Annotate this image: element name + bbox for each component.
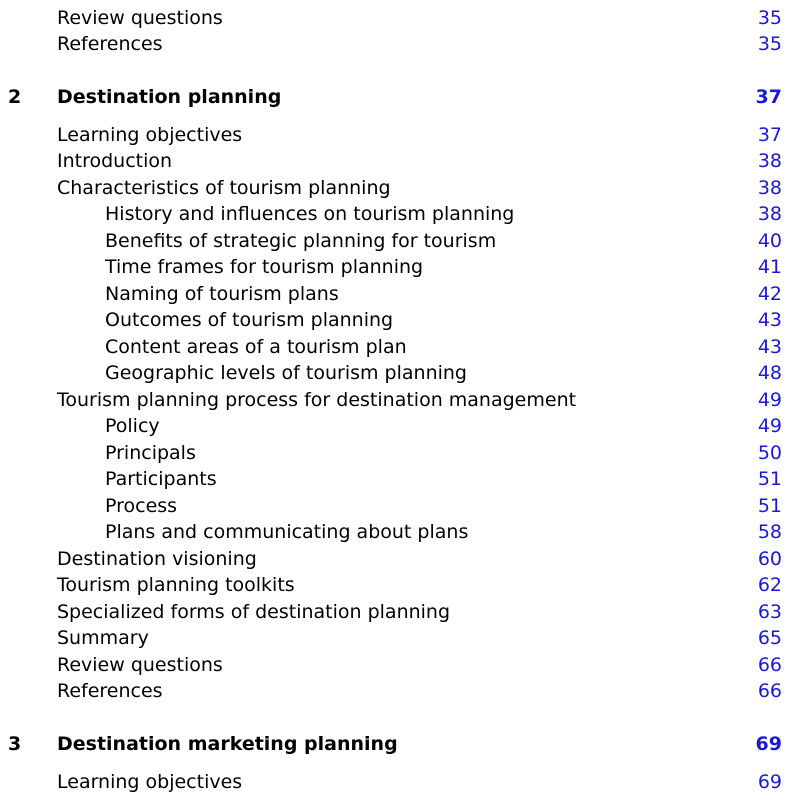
- toc-entry-title: Benefits of strategic planning for tourism: [105, 230, 497, 252]
- toc-entry-title: References: [57, 33, 163, 55]
- chapter-page: 37: [755, 86, 782, 108]
- toc-entry-page: 51: [757, 468, 782, 490]
- toc-subentry[interactable]: [0, 307, 800, 333]
- toc-entry-title: Participants: [105, 468, 217, 490]
- toc-entry[interactable]: [0, 387, 800, 413]
- chapter-number: 3: [8, 733, 22, 755]
- toc-entry-title: Destination visioning: [57, 548, 257, 570]
- toc-entry[interactable]: [0, 769, 800, 795]
- toc-entry-page: 40: [757, 230, 782, 252]
- toc-entry-title: Characteristics of tourism planning: [57, 177, 391, 199]
- toc-subentry[interactable]: [0, 519, 800, 545]
- toc-subentry[interactable]: [0, 466, 800, 492]
- chapter-number: 2: [8, 86, 22, 108]
- toc-entry-title: Introduction: [57, 150, 173, 172]
- toc-entry-page: 42: [757, 283, 782, 305]
- toc-entry-title: Process: [105, 495, 178, 517]
- toc-entry[interactable]: [0, 31, 800, 57]
- toc-entry[interactable]: [0, 652, 800, 678]
- toc-subentry[interactable]: [0, 281, 800, 307]
- toc-entry[interactable]: [0, 678, 800, 704]
- toc-entry-page: 62: [757, 574, 782, 596]
- toc-entry-page: 63: [757, 601, 782, 623]
- toc-entry-page: 43: [757, 309, 782, 331]
- toc-entry[interactable]: [0, 572, 800, 598]
- toc-entry-title: Review questions: [57, 7, 223, 29]
- chapter-title: Destination marketing planning: [57, 733, 398, 755]
- toc-entry-title: Geographic levels of tourism planning: [105, 362, 467, 384]
- toc-entry[interactable]: [0, 599, 800, 625]
- toc-entry-page: 66: [757, 654, 782, 676]
- toc-entry-page: 50: [757, 442, 782, 464]
- toc-entry-page: 51: [757, 495, 782, 517]
- toc-entry[interactable]: [0, 175, 800, 201]
- toc-subentry[interactable]: [0, 493, 800, 519]
- toc-entry-page: 35: [757, 7, 782, 29]
- toc-chapter-heading[interactable]: [0, 731, 800, 757]
- toc-subentry[interactable]: [0, 440, 800, 466]
- toc-subentry[interactable]: [0, 228, 800, 254]
- toc-entry-page: 38: [757, 177, 782, 199]
- toc-entry-title: Naming of tourism plans: [105, 283, 339, 305]
- toc-entry-page: 49: [757, 415, 782, 437]
- toc-entry-title: Learning objectives: [57, 771, 243, 793]
- toc-entry[interactable]: [0, 625, 800, 651]
- toc-subentry[interactable]: [0, 201, 800, 227]
- toc-entry-page: 38: [757, 203, 782, 225]
- toc-entry-page: 38: [757, 150, 782, 172]
- toc-entry[interactable]: [0, 5, 800, 31]
- toc-subentry[interactable]: [0, 254, 800, 280]
- toc-entry-page: 48: [757, 362, 782, 384]
- chapter-title: Destination planning: [57, 86, 282, 108]
- toc-subentry[interactable]: [0, 413, 800, 439]
- toc-entry-page: 43: [757, 336, 782, 358]
- toc-entry[interactable]: [0, 122, 800, 148]
- toc-entry-page: 65: [757, 627, 782, 649]
- toc-entry-title: Summary: [57, 627, 149, 649]
- chapter-page: 69: [755, 733, 782, 755]
- toc-entry-title: Outcomes of tourism planning: [105, 309, 394, 331]
- toc-entry-title: Policy: [105, 415, 160, 437]
- toc-entry-title: Plans and communicating about plans: [105, 521, 469, 543]
- toc-entry[interactable]: [0, 546, 800, 572]
- toc-entry-page: 49: [757, 389, 782, 411]
- toc-subentry[interactable]: [0, 360, 800, 386]
- toc-entry-page: 60: [757, 548, 782, 570]
- toc-entry-page: 66: [757, 680, 782, 702]
- toc-entry-title: History and influences on tourism planning: [105, 203, 515, 225]
- toc-subentry[interactable]: [0, 334, 800, 360]
- toc-entry-title: Specialized forms of destination planning: [57, 601, 451, 623]
- toc-entry-title: Review questions: [57, 654, 223, 676]
- toc-entry-title: Principals: [105, 442, 196, 464]
- toc-entry-title: Tourism planning toolkits: [57, 574, 295, 596]
- toc-entry-page: 69: [757, 771, 782, 793]
- toc-entry-page: 35: [757, 33, 782, 55]
- toc-entry[interactable]: [0, 148, 800, 174]
- toc-chapter-heading[interactable]: [0, 84, 800, 110]
- toc-entry-title: Time frames for tourism planning: [105, 256, 424, 278]
- toc-entry-page: 37: [757, 124, 782, 146]
- toc-entry-title: Learning objectives: [57, 124, 243, 146]
- toc-entry-page: 58: [757, 521, 782, 543]
- toc-entry-title: References: [57, 680, 163, 702]
- toc-entry-title: Tourism planning process for destination management: [57, 389, 577, 411]
- toc-entry-title: Content areas of a tourism plan: [105, 336, 407, 358]
- toc-entry-page: 41: [757, 256, 782, 278]
